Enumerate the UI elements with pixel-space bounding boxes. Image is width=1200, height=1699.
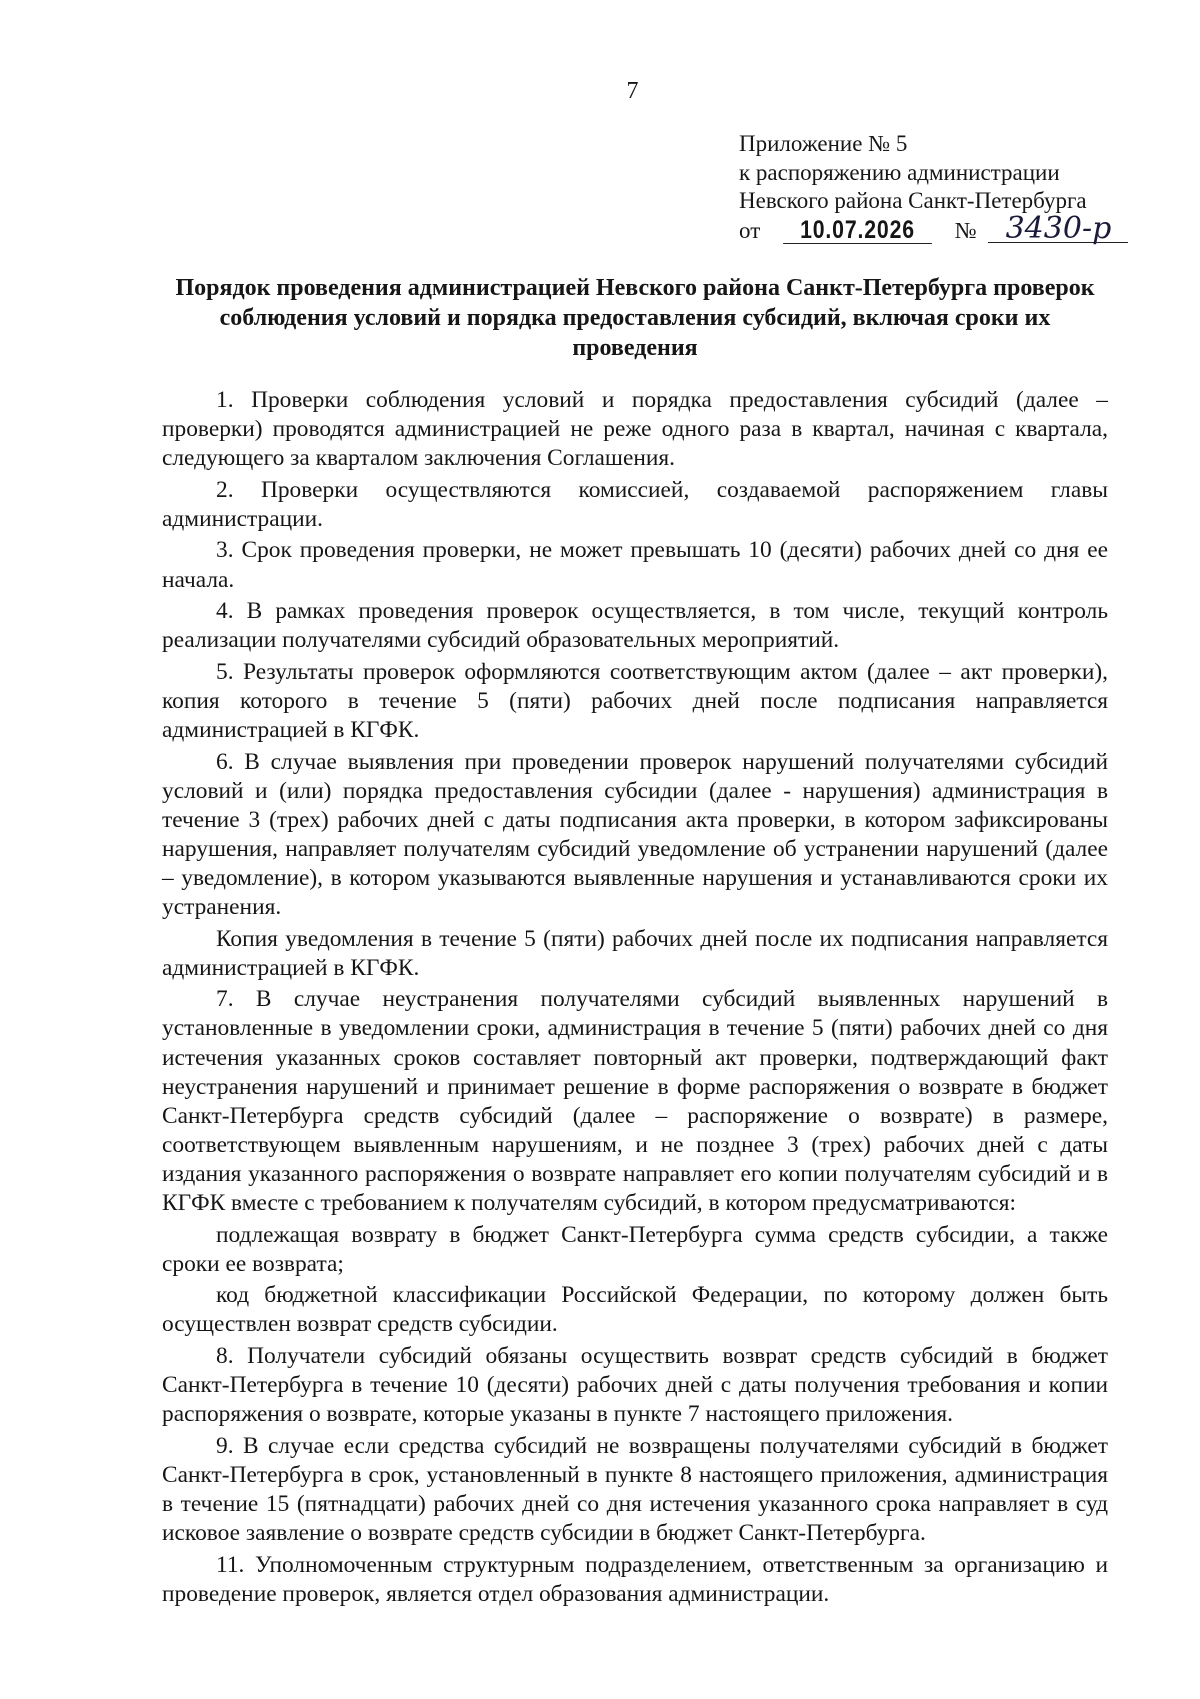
paragraph-6: 6. В случае выявления при проведении проверок нарушений получателями субсидий условий и (или) порядка предоставления субсидии (далее - нарушения) администрация в течение 3 (трех) рабочих дней с даты подписания акта проверки, в котором зафиксированы нарушения, направляет получателям субсидий уведомление об устранении нарушений (далее – уведомление), в котором указываются выявленные нарушения и устанавливаются сроки их устранения. xyxy=(162,748,1108,921)
paragraph-2: 2. Проверки осуществляются комиссией, создаваемой распоряжением главы администрации. xyxy=(162,476,1108,532)
paragraph-11: 11. Уполномоченным структурным подразделением, ответственным за организацию и проведение проверок, является отдел образования администрации. xyxy=(162,1551,1108,1607)
paragraph-3: 3. Срок проведения проверки, не может превышать 10 (десяти) рабочих дней со дня ее начала. xyxy=(162,537,1108,593)
order-date-number-line xyxy=(739,210,1159,246)
paragraph-7-item-code: код бюджетной классификации Российской Федерации, по которому должен быть осуществлен возврат средств субсидии. xyxy=(162,1282,1108,1338)
number-prefix: № xyxy=(954,217,977,243)
order-date-stamp: 10.07.2026 xyxy=(783,217,932,244)
document-body xyxy=(162,386,1108,1611)
order-number-handwritten: 3430-р xyxy=(988,216,1128,243)
paragraph-8: 8. Получатели субсидий обязаны осуществить возврат средств субсидий в бюджет Санкт-Петербурга в течение 10 (десяти) рабочих дней с даты получения требования и копии распоряжения о возврате, которые указаны в пункте 7 настоящего приложения. xyxy=(162,1343,1108,1428)
page-number: 7 xyxy=(626,78,639,104)
appendix-title: Приложение № 5 xyxy=(739,131,908,156)
appendix-ref-line: к распоряжению администрации xyxy=(739,159,1060,185)
paragraph-9: 9. В случае если средства субсидий не возвращены получателями субсидий в бюджет Санкт-Петербурга в срок, установленный в пункте 8 настоящего приложения, администрация в течение 15 (пятнадцати) рабочих дней со дня истечения указанного срока направляет в суд исковое заявление о возврате средств субсидии в бюджет Санкт-Петербурга. xyxy=(162,1432,1108,1547)
paragraph-4: 4. В рамках проведения проверок осуществляется, в том числе, текущий контроль реализации получателями субсидий образовательных мероприятий. xyxy=(162,598,1108,654)
paragraph-7: 7. В случае неустранения получателями субсидий выявленных нарушений в установленные в уведомлении сроки, администрация в течение 5 (пяти) рабочих дней со дня истечения указанных сроков составляет повторный акт проверки, подтверждающий факт неустранения нарушений и принимает решение в форме распоряжения о возврате в бюджет Санкт-Петербурга средств субсидий (далее – распоряжение о возврате) в размере, соответствующем выявленным нарушениям, и не позднее 3 (трех) рабочих дней с даты издания указанного распоряжения о возврате направляет его копии получателям субсидий и в КГФК вместе с требованием к получателям субсидий, в котором предусматриваются: xyxy=(162,986,1108,1217)
paragraph-5: 5. Результаты проверок оформляются соответствующим актом (далее – акт проверки), копия которого в течение 5 (пяти) рабочих дней после подписания направляется администрацией в КГФК. xyxy=(162,658,1108,744)
paragraph-7-item-amount: подлежащая возврату в бюджет Санкт-Петербурга сумма средств субсидии, а также сроки ее возврата; xyxy=(162,1221,1108,1277)
date-prefix: от xyxy=(739,217,761,243)
appendix-block xyxy=(739,130,1159,245)
paragraph-1: 1. Проверки соблюдения условий и порядка предоставления субсидий (далее – проверки) проводятся администрацией не реже одного раза в квартал, начиная с квартала, следующего за кварталом заключения Соглашения. xyxy=(162,387,1108,472)
document-title: Порядок проведения администрацией Невского района Санкт-Петербурга проверок соблюдения условий и порядка предоставления субсидий, включая сроки их проведения xyxy=(175,275,1095,361)
appendix-district-line: Невского района Санкт-Петербурга xyxy=(739,188,1087,213)
paragraph-6-copy-notice: Копия уведомления в течение 5 (пяти) рабочих дней после их подписания направляется администрацией в КГФК. xyxy=(162,925,1108,981)
